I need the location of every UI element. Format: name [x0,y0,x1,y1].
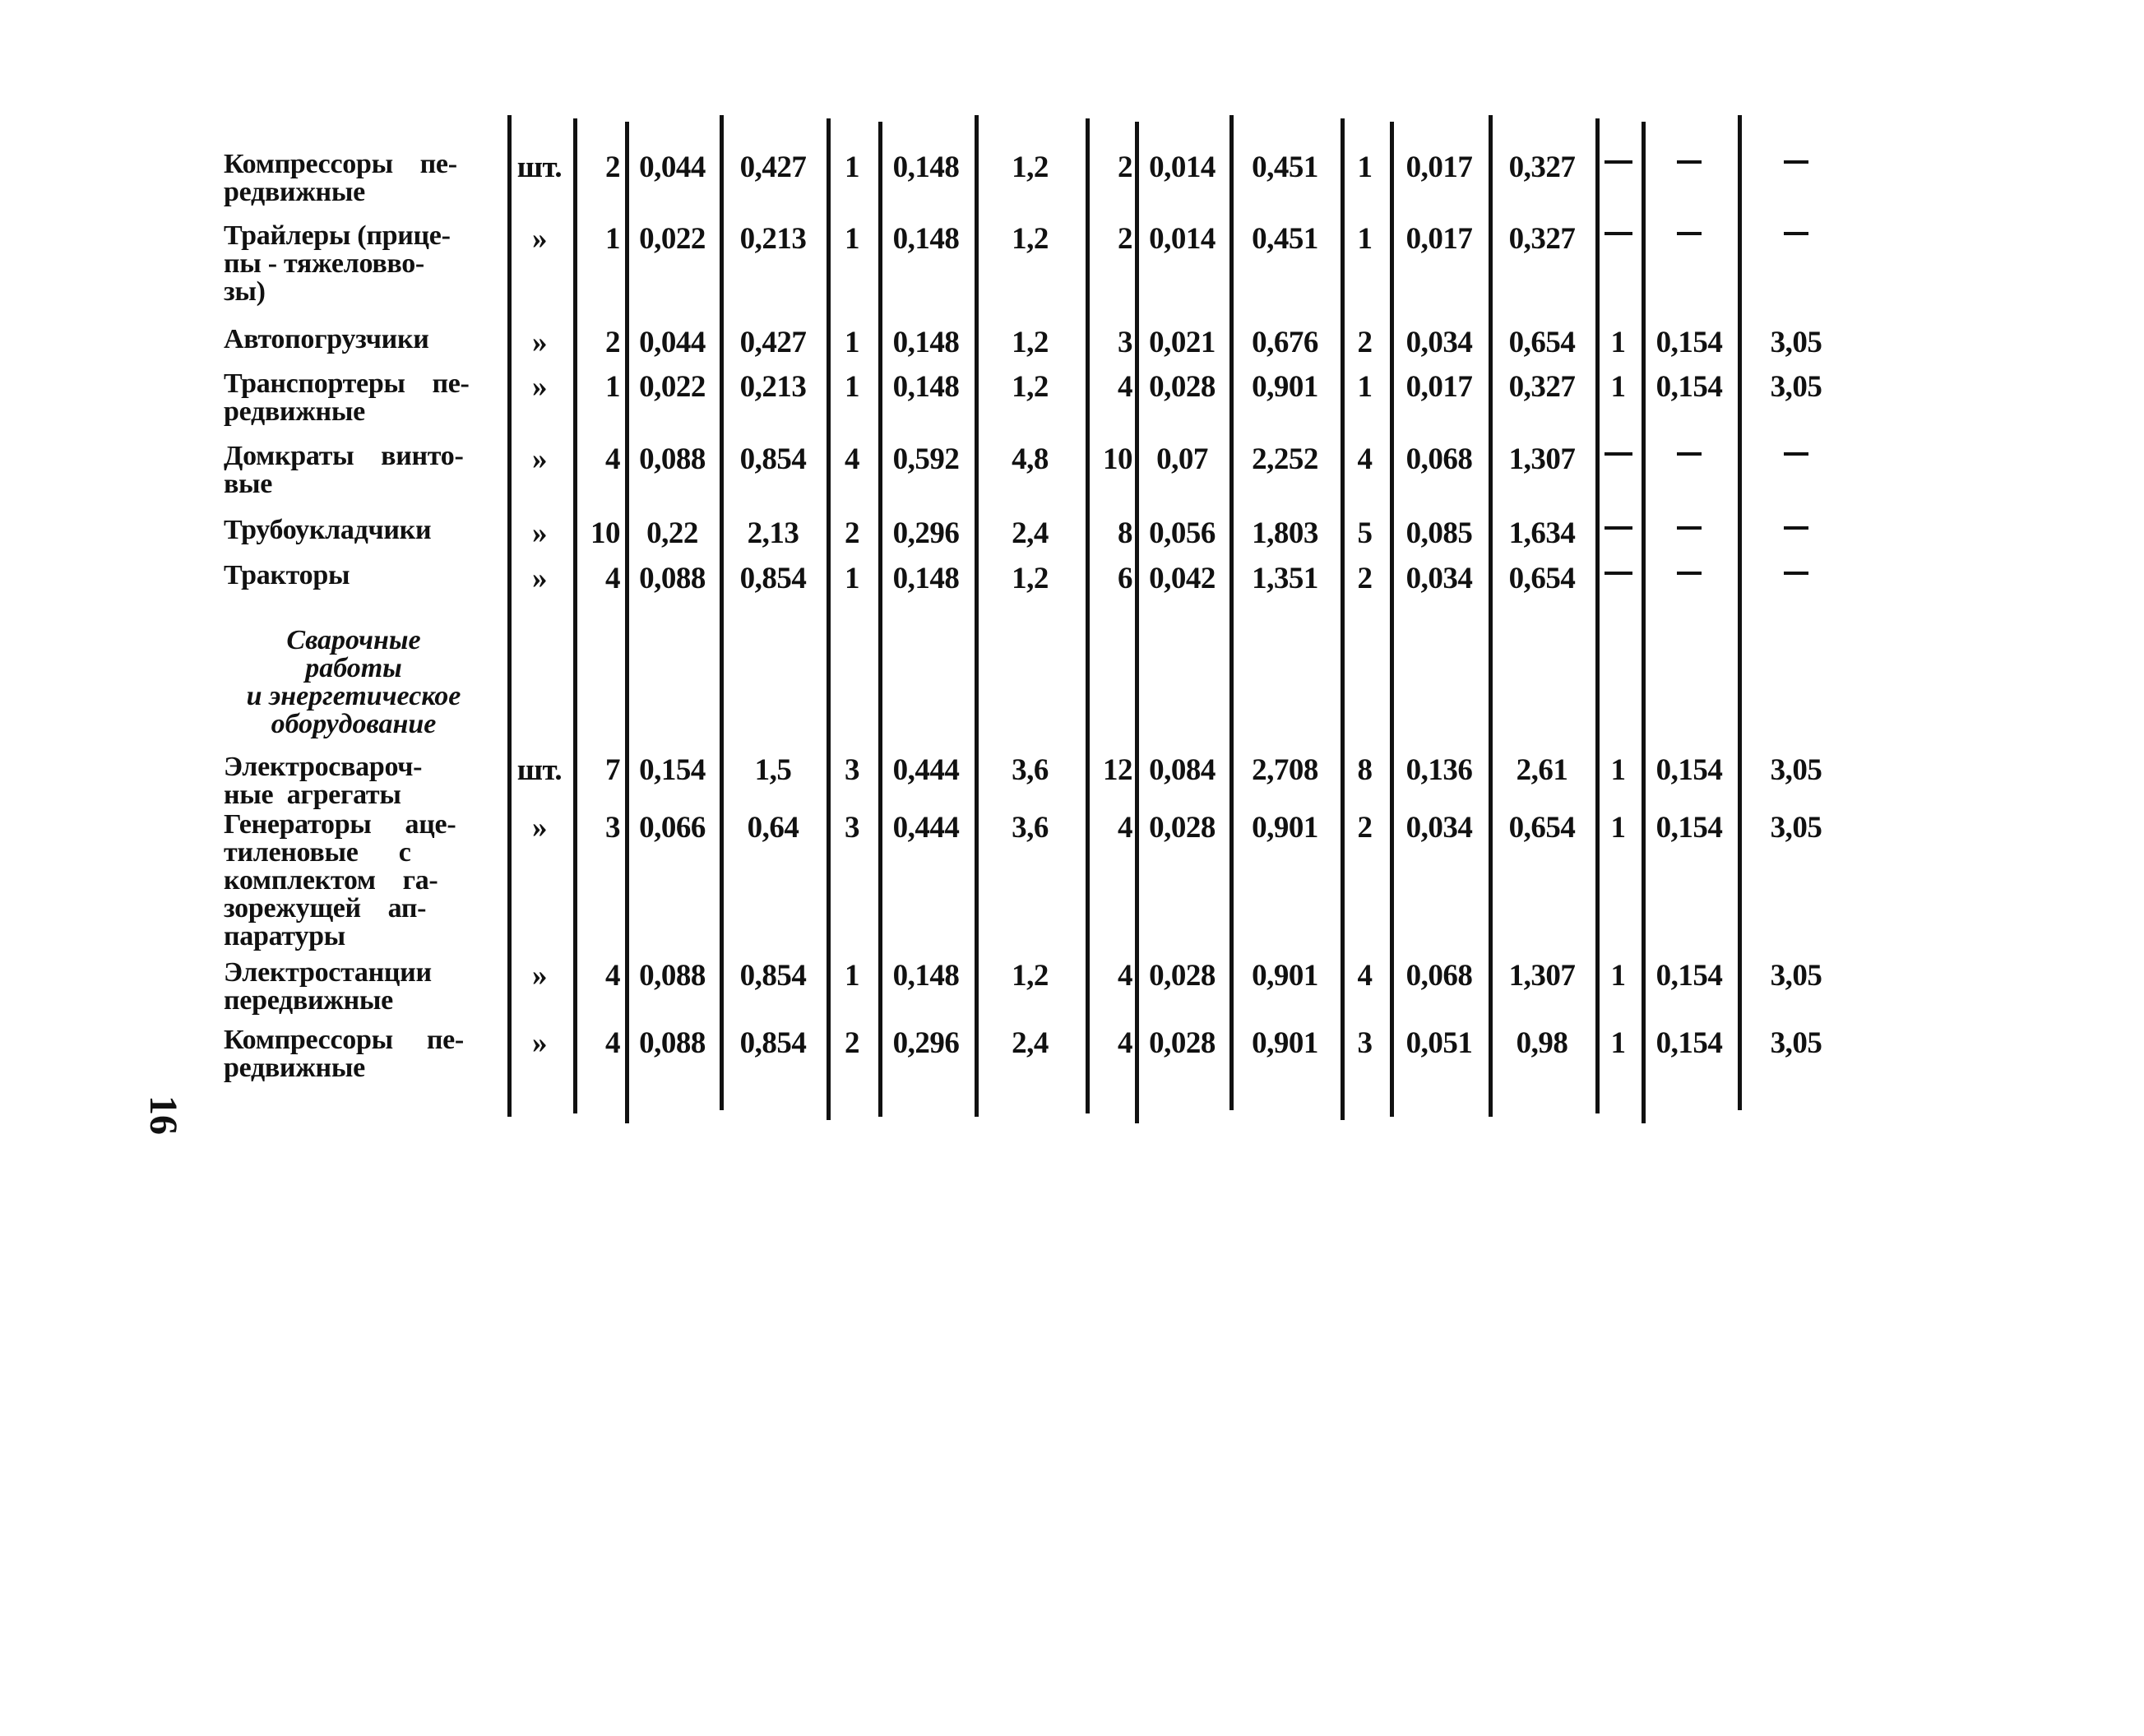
value-cell: 0,676 [1252,326,1318,359]
value-cell: 4 [1118,959,1132,993]
value-cell: 2 [845,1026,859,1060]
value-cell: 0,07 [1156,442,1208,476]
value-cell: 2 [1118,222,1132,256]
value-cell: 0,034 [1405,811,1473,845]
unit-cell: » [532,959,547,993]
value-cell: 0,148 [892,150,960,184]
value-cell: 0,028 [1149,1026,1216,1060]
value-cell: 0,154 [1655,959,1723,993]
value-cell: 0,085 [1405,516,1473,550]
row-label: Электростанции передвижные [224,957,432,1016]
row-label: Электросвароч- ные агрегаты [224,752,423,810]
value-cell: 4 [1357,959,1373,993]
value-cell: 10 [1103,442,1132,476]
value-cell: 10 [590,516,620,550]
unit-cell: » [532,222,547,256]
value-cell: 0,148 [892,562,960,595]
value-cell: 0,901 [1252,370,1318,404]
value-cell: 1 [845,150,859,184]
value-cell: 4 [1118,1026,1132,1060]
value-cell: 1 [605,222,620,256]
value-cell: 4 [605,442,620,476]
value-cell: 3,6 [1012,811,1049,845]
dash-mark [1784,452,1808,456]
value-cell: 1 [1610,1026,1626,1060]
value-cell: 0,028 [1149,370,1216,404]
value-cell: 4 [605,959,620,993]
value-cell: 0,444 [892,753,960,787]
value-cell: 0,051 [1405,1026,1473,1060]
value-cell: 2,13 [747,516,799,550]
value-cell: 0,068 [1405,959,1473,993]
value-cell: 3 [845,753,859,787]
value-cell: 3,05 [1770,1026,1822,1060]
dash-mark [1677,160,1702,164]
value-cell: 12 [1103,753,1132,787]
value-cell: 0,327 [1508,222,1576,256]
value-cell: 0,901 [1252,1026,1318,1060]
value-cell: 0,213 [739,370,807,404]
unit-cell: » [532,1026,547,1060]
value-cell: 1 [605,370,620,404]
value-cell: 4,8 [1012,442,1049,476]
value-cell: 0,154 [1655,326,1723,359]
value-cell: 2 [1357,811,1373,845]
dash-mark [1605,452,1632,456]
dash-mark [1784,572,1808,575]
value-cell: 0,154 [1655,370,1723,404]
value-cell: 0,148 [892,326,960,359]
value-cell: 8 [1118,516,1132,550]
value-cell: 0,154 [1655,811,1723,845]
value-cell: 0,427 [739,326,807,359]
value-cell: 0,148 [892,222,960,256]
value-cell: 3,05 [1770,370,1822,404]
dash-mark [1784,232,1808,235]
value-cell: 2 [605,150,620,184]
dash-mark [1784,160,1808,164]
value-cell: 0,014 [1149,150,1216,184]
row-label: Автопогрузчики [224,324,429,354]
value-cell: 0,017 [1405,222,1473,256]
row-label: Генераторы аце- тиленовые с комплектом га- зорежущей ап- паратуры [224,809,456,951]
value-cell: 2,4 [1012,1026,1049,1060]
value-cell: 0,066 [639,811,706,845]
value-cell: 0,088 [639,562,706,595]
value-cell: 0,854 [739,1026,807,1060]
value-cell: 0,014 [1149,222,1216,256]
unit-cell: шт. [516,150,563,184]
value-cell: 0,088 [639,442,706,476]
value-cell: 1 [845,370,859,404]
value-cell: 0,136 [1405,753,1473,787]
value-cell: 0,017 [1405,370,1473,404]
value-cell: 1,2 [1012,326,1049,359]
value-cell: 1,2 [1012,150,1049,184]
value-cell: 2 [1357,326,1373,359]
value-cell: 0,451 [1252,222,1318,256]
unit-cell: » [532,326,547,359]
value-cell: 0,327 [1508,150,1576,184]
value-cell: 0,154 [1655,1026,1723,1060]
row-label: Транспортеры пе- редвижные [224,368,470,427]
unit-cell: » [532,442,547,476]
value-cell: 0,64 [747,811,799,845]
row-label: Трубоукладчики [224,515,432,545]
value-cell: 0,017 [1405,150,1473,184]
unit-cell: » [532,562,547,595]
value-cell: 0,296 [892,516,960,550]
value-cell: 0,592 [892,442,960,476]
value-cell: 3,05 [1770,811,1822,845]
value-cell: 2 [1118,150,1132,184]
value-cell: 0,854 [739,562,807,595]
value-cell: 1 [1610,326,1626,359]
value-cell: 1,307 [1508,959,1576,993]
dash-mark [1605,160,1632,164]
row-label: Компрессоры пе- редвижные [224,1025,464,1083]
dash-mark [1605,572,1632,575]
value-cell: 2,4 [1012,516,1049,550]
value-cell: 1,2 [1012,222,1049,256]
unit-cell: » [532,811,547,845]
value-cell: 2 [605,326,620,359]
row-label: Домкраты винто- вые [224,441,464,499]
value-cell: 0,854 [739,442,807,476]
value-cell: 1 [1610,811,1626,845]
value-cell: 3 [605,811,620,845]
value-cell: 0,327 [1508,370,1576,404]
value-cell: 3,05 [1770,326,1822,359]
value-cell: 0,084 [1149,753,1216,787]
value-cell: 0,444 [892,811,960,845]
unit-cell: шт. [516,753,563,787]
value-cell: 8 [1357,753,1373,787]
value-cell: 0,022 [639,370,706,404]
value-cell: 0,034 [1405,562,1473,595]
value-cell: 2 [845,516,859,550]
value-cell: 3,05 [1770,959,1822,993]
section-heading: Сварочные работы и энергетическое оборудование [246,625,461,739]
value-cell: 0,213 [739,222,807,256]
value-cell: 2 [1357,562,1373,595]
unit-cell: » [532,370,547,404]
value-cell: 1,351 [1252,562,1318,595]
value-cell: 0,654 [1508,562,1576,595]
value-cell: 0,854 [739,959,807,993]
row-label: Компрессоры пе- редвижные [224,149,457,207]
dash-mark [1784,526,1808,530]
value-cell: 0,068 [1405,442,1473,476]
value-cell: 1,5 [754,753,792,787]
value-cell: 1,2 [1012,562,1049,595]
dash-mark [1677,572,1702,575]
value-cell: 6 [1118,562,1132,595]
value-cell: 3 [845,811,859,845]
value-cell: 1 [845,562,859,595]
value-cell: 5 [1357,516,1373,550]
value-cell: 1,2 [1012,370,1049,404]
value-cell: 0,028 [1149,959,1216,993]
unit-cell: » [532,516,547,550]
dash-mark [1605,526,1632,530]
value-cell: 1 [1610,370,1626,404]
value-cell: 1 [845,222,859,256]
value-cell: 0,148 [892,370,960,404]
value-cell: 3,05 [1770,753,1822,787]
value-cell: 0,451 [1252,150,1318,184]
value-cell: 3,6 [1012,753,1049,787]
value-cell: 1,634 [1508,516,1576,550]
dash-mark [1605,232,1632,235]
value-cell: 1 [845,959,859,993]
value-cell: 1 [845,326,859,359]
value-cell: 0,088 [639,1026,706,1060]
value-cell: 0,654 [1508,326,1576,359]
value-cell: 1,307 [1508,442,1576,476]
value-cell: 0,654 [1508,811,1576,845]
row-label: Трайлеры (прице- пы - тяжеловво- зы) [224,220,451,307]
value-cell: 3 [1118,326,1132,359]
value-cell: 1 [1357,370,1373,404]
value-cell: 0,021 [1149,326,1216,359]
value-cell: 0,042 [1149,562,1216,595]
value-cell: 4 [605,562,620,595]
value-cell: 7 [605,753,620,787]
value-cell: 2,252 [1252,442,1318,476]
value-cell: 0,088 [639,959,706,993]
dash-mark [1677,526,1702,530]
value-cell: 1,803 [1252,516,1318,550]
value-cell: 2,61 [1516,753,1568,787]
value-cell: 4 [1357,442,1373,476]
value-cell: 0,028 [1149,811,1216,845]
value-cell: 2,708 [1252,753,1318,787]
value-cell: 0,98 [1516,1026,1568,1060]
value-cell: 0,154 [639,753,706,787]
value-cell: 0,296 [892,1026,960,1060]
value-cell: 4 [1118,370,1132,404]
value-cell: 0,148 [892,959,960,993]
value-cell: 0,056 [1149,516,1216,550]
value-cell: 4 [1118,811,1132,845]
value-cell: 3 [1357,1026,1373,1060]
dash-mark [1677,232,1702,235]
value-cell: 1 [1610,959,1626,993]
value-cell: 0,22 [646,516,698,550]
value-cell: 1 [1357,150,1373,184]
value-cell: 0,034 [1405,326,1473,359]
value-cell: 1 [1610,753,1626,787]
value-cell: 4 [845,442,859,476]
value-cell: 0,044 [639,150,706,184]
value-cell: 0,154 [1655,753,1723,787]
value-cell: 4 [605,1026,620,1060]
value-cell: 0,901 [1252,959,1318,993]
dash-mark [1677,452,1702,456]
value-cell: 0,044 [639,326,706,359]
value-cell: 1 [1357,222,1373,256]
row-label: Тракторы [224,560,350,590]
value-cell: 0,022 [639,222,706,256]
value-cell: 0,901 [1252,811,1318,845]
value-cell: 1,2 [1012,959,1049,993]
page-number: 16 [141,1095,185,1135]
value-cell: 0,427 [739,150,807,184]
